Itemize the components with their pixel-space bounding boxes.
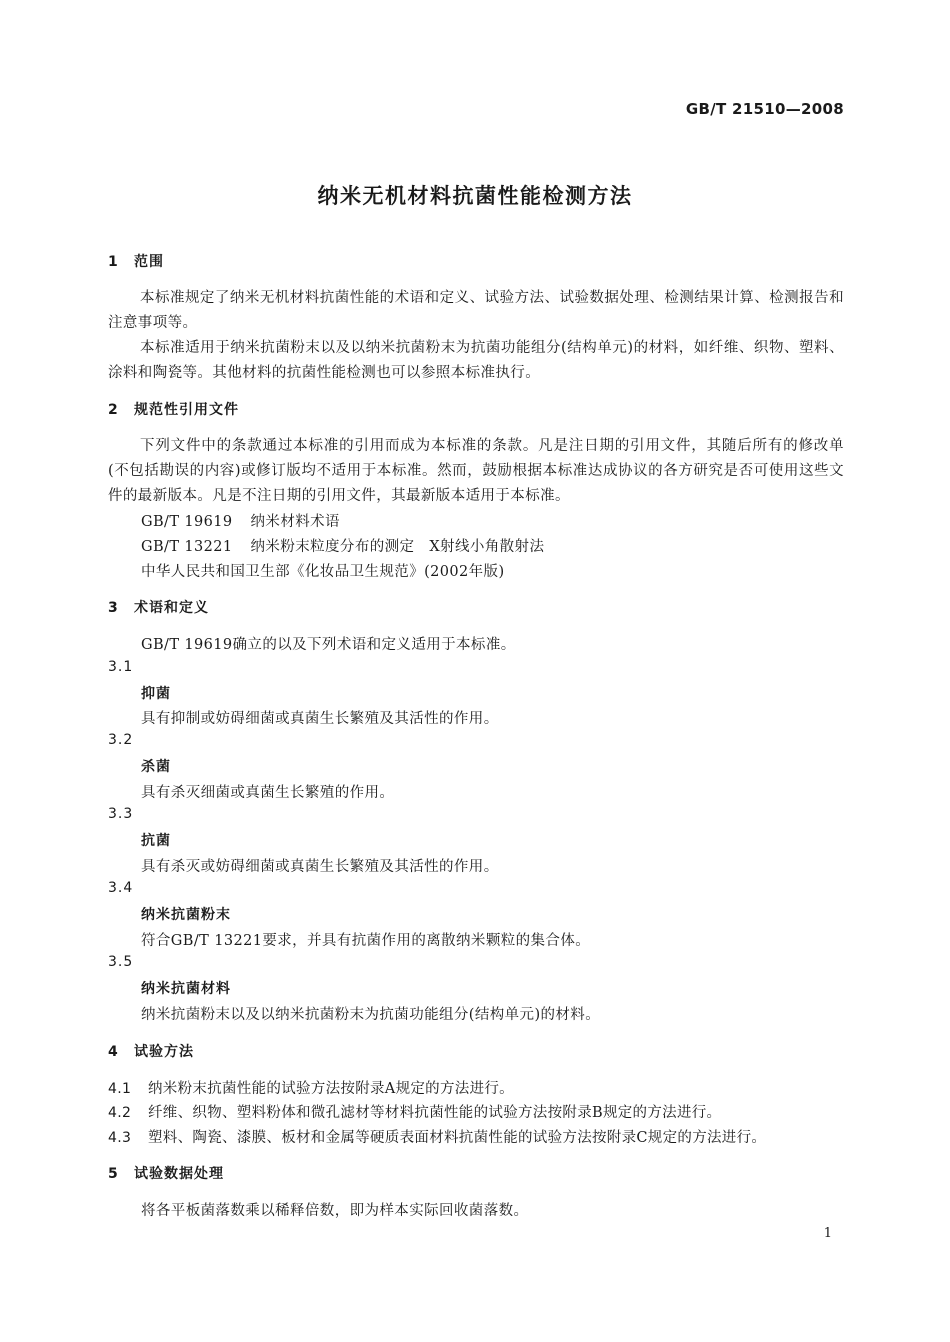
item-number: 4.3 (108, 1130, 132, 1146)
section-number: 5 (108, 1166, 119, 1182)
term-name: 纳米抗菌粉末 (141, 907, 231, 923)
term-definition: 具有杀灭细菌或真菌生长繁殖的作用。 (141, 785, 395, 801)
reference-item (141, 560, 505, 581)
reference-name: 中华人民共和国卫生部《化妆品卫生规范》(2002年版) (141, 564, 505, 580)
section-number: 4 (108, 1044, 119, 1060)
reference-item (141, 510, 340, 531)
term-number: 3.3 (108, 806, 134, 822)
term-name: 抑菌 (141, 686, 171, 702)
term-definition: 纳米抗菌粉末以及以纳米抗菌粉末为抗菌功能组分(结构单元)的材料。 (141, 1007, 601, 1023)
method-item (108, 1101, 721, 1122)
section-number: 2 (108, 402, 119, 418)
section-title: 试验数据处理 (134, 1166, 224, 1182)
method-item (108, 1077, 514, 1098)
section-title: 术语和定义 (134, 600, 209, 616)
section-2-paragraph: 下列文件中的条款通过本标准的引用而成为本标准的条款。凡是注日期的引用文件，其随后所有的修改单(不包括勘误的内容)或修订版均不适用于本标准。然而，鼓励根据本标准达成协议的各方研究是否可使用这些文件的最新版本。凡是不注日期的引用文件，其最新版本适用于本标准。 (108, 438, 844, 504)
term-number: 3.5 (108, 954, 134, 970)
reference-code: GB/T 19619 (141, 514, 233, 530)
reference-item (141, 535, 544, 556)
section-title: 规范性引用文件 (134, 402, 239, 418)
term-number: 3.2 (108, 732, 134, 748)
section-1-paragraph-2: 本标准适用于纳米抗菌粉末以及以纳米抗菌粉末为抗菌功能组分(结构单元)的材料，如纤维、织物、塑料、涂料和陶瓷等。其他材料的抗菌性能检测也可以参照本标准执行。 (108, 340, 844, 381)
term-number: 3.1 (108, 659, 134, 675)
item-number: 4.1 (108, 1081, 132, 1097)
section-number: 1 (108, 254, 119, 270)
section-title: 范围 (134, 254, 164, 270)
term-name: 纳米抗菌材料 (141, 981, 231, 997)
item-text: 纳米粉末抗菌性能的试验方法按附录A规定的方法进行。 (148, 1081, 514, 1097)
section-4-heading (108, 1041, 194, 1061)
item-text: 纤维、织物、塑料粉体和微孔滤材等材料抗菌性能的试验方法按附录B规定的方法进行。 (148, 1105, 722, 1121)
section-3-heading (108, 597, 209, 617)
term-name: 抗菌 (141, 833, 171, 849)
document-title: 纳米无机材料抗菌性能检测方法 (317, 184, 633, 208)
item-number: 4.2 (108, 1105, 132, 1121)
term-definition: 具有抑制或妨碍细菌或真菌生长繁殖及其活性的作用。 (141, 711, 499, 727)
method-item (108, 1126, 766, 1147)
section-title: 试验方法 (134, 1044, 194, 1060)
section-5-paragraph: 将各平板菌落数乘以稀释倍数，即为样本实际回收菌落数。 (141, 1203, 529, 1219)
term-definition: 具有杀灭或妨碍细菌或真菌生长繁殖及其活性的作用。 (141, 859, 499, 875)
section-number: 3 (108, 600, 119, 616)
standard-number: GB/T 21510—2008 (685, 100, 844, 118)
section-1-heading (108, 251, 164, 271)
page-number: 1 (823, 1226, 832, 1241)
section-3-paragraph: GB/T 19619确立的以及下列术语和定义适用于本标准。 (141, 637, 516, 653)
term-definition: 符合GB/T 13221要求，并具有抗菌作用的离散纳米颗粒的集合体。 (141, 933, 591, 949)
section-1-paragraph-1: 本标准规定了纳米无机材料抗菌性能的术语和定义、试验方法、试验数据处理、检测结果计算、检测报告和注意事项等。 (108, 290, 844, 331)
term-number: 3.4 (108, 880, 134, 896)
reference-name: 纳米材料术语 (250, 514, 340, 530)
reference-name: 纳米粉末粒度分布的测定 X射线小角散射法 (250, 539, 545, 555)
term-name: 杀菌 (141, 759, 171, 775)
item-text: 塑料、陶瓷、漆膜、板材和金属等硬质表面材料抗菌性能的试验方法按附录C规定的方法进行。 (148, 1130, 767, 1146)
section-5-heading (108, 1163, 224, 1183)
section-2-heading (108, 399, 239, 419)
reference-code: GB/T 13221 (141, 539, 233, 555)
